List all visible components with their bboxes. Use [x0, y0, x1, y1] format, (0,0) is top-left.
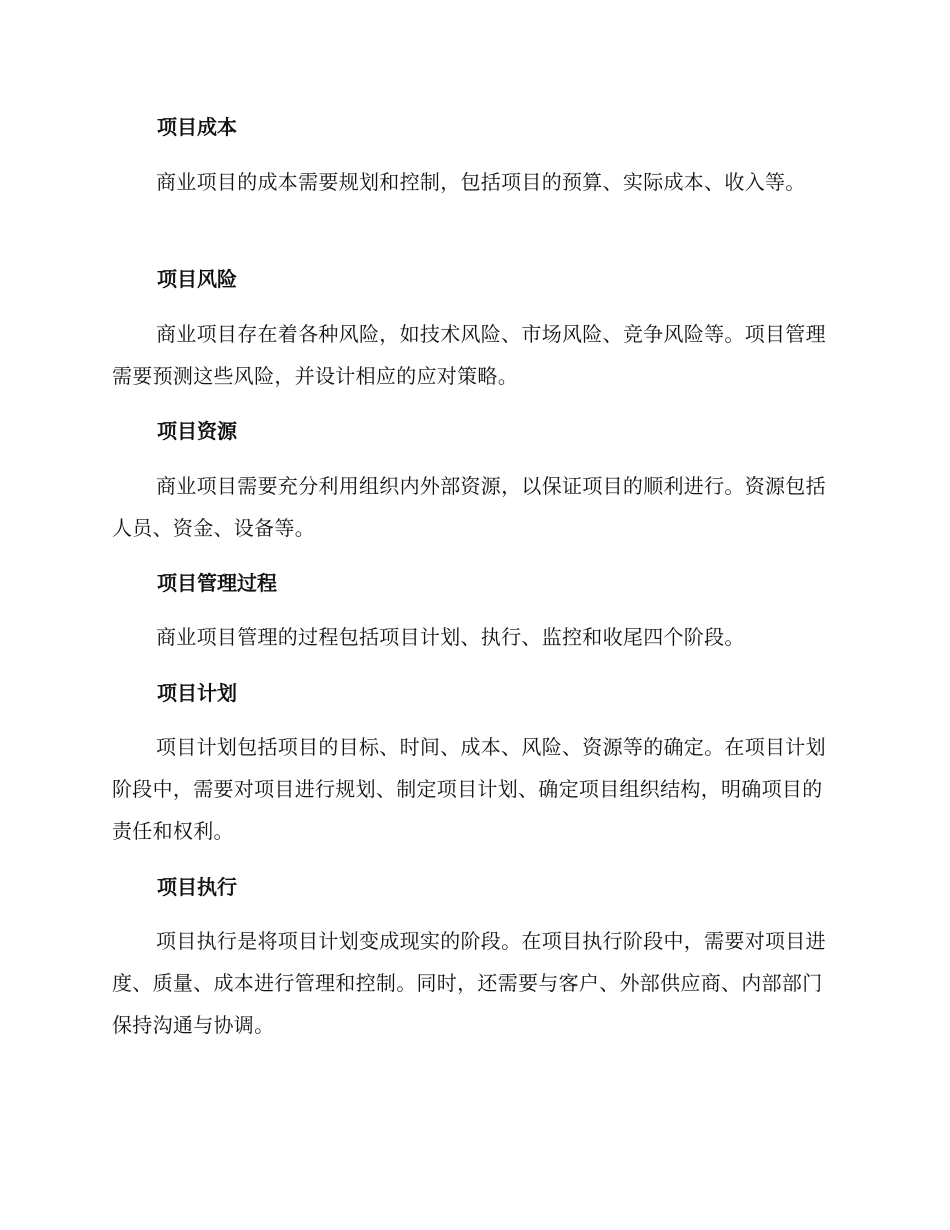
section-body-execution: 项目执行是将项目计划变成现实的阶段。在项目执行阶段中，需要对项目进度、质量、成本进行管理和控制。同时，还需要与客户、外部供应商、内部部门保持沟通与协调。	[112, 929, 826, 1037]
section-body-risk: 商业项目存在着各种风险，如技术风险、市场风险、竞争风险等。项目管理需要预测这些风险，并设计相应的应对策略。	[112, 322, 826, 388]
section-heading-execution: 项目执行	[157, 875, 237, 899]
section-body-resources: 商业项目需要充分利用组织内外部资源，以保证项目的顺利进行。资源包括人员、资金、设备等。	[112, 474, 826, 540]
section-body-planning: 项目计划包括项目的目标、时间、成本、风险、资源等的确定。在项目计划阶段中，需要对项目进行规划、制定项目计划、确定项目组织结构，明确项目的责任和权利。	[112, 735, 826, 843]
section-body-process: 商业项目管理的过程包括项目计划、执行、监控和收尾四个阶段。	[156, 625, 745, 649]
section-heading-risk: 项目风险	[157, 267, 237, 291]
section-heading-process: 项目管理过程	[157, 571, 277, 595]
section-body-cost: 商业项目的成本需要规划和控制，包括项目的预算、实际成本、收入等。	[156, 170, 806, 194]
section-heading-resources: 项目资源	[157, 419, 237, 443]
section-heading-planning: 项目计划	[157, 681, 237, 705]
section-heading-cost: 项目成本	[157, 115, 237, 139]
